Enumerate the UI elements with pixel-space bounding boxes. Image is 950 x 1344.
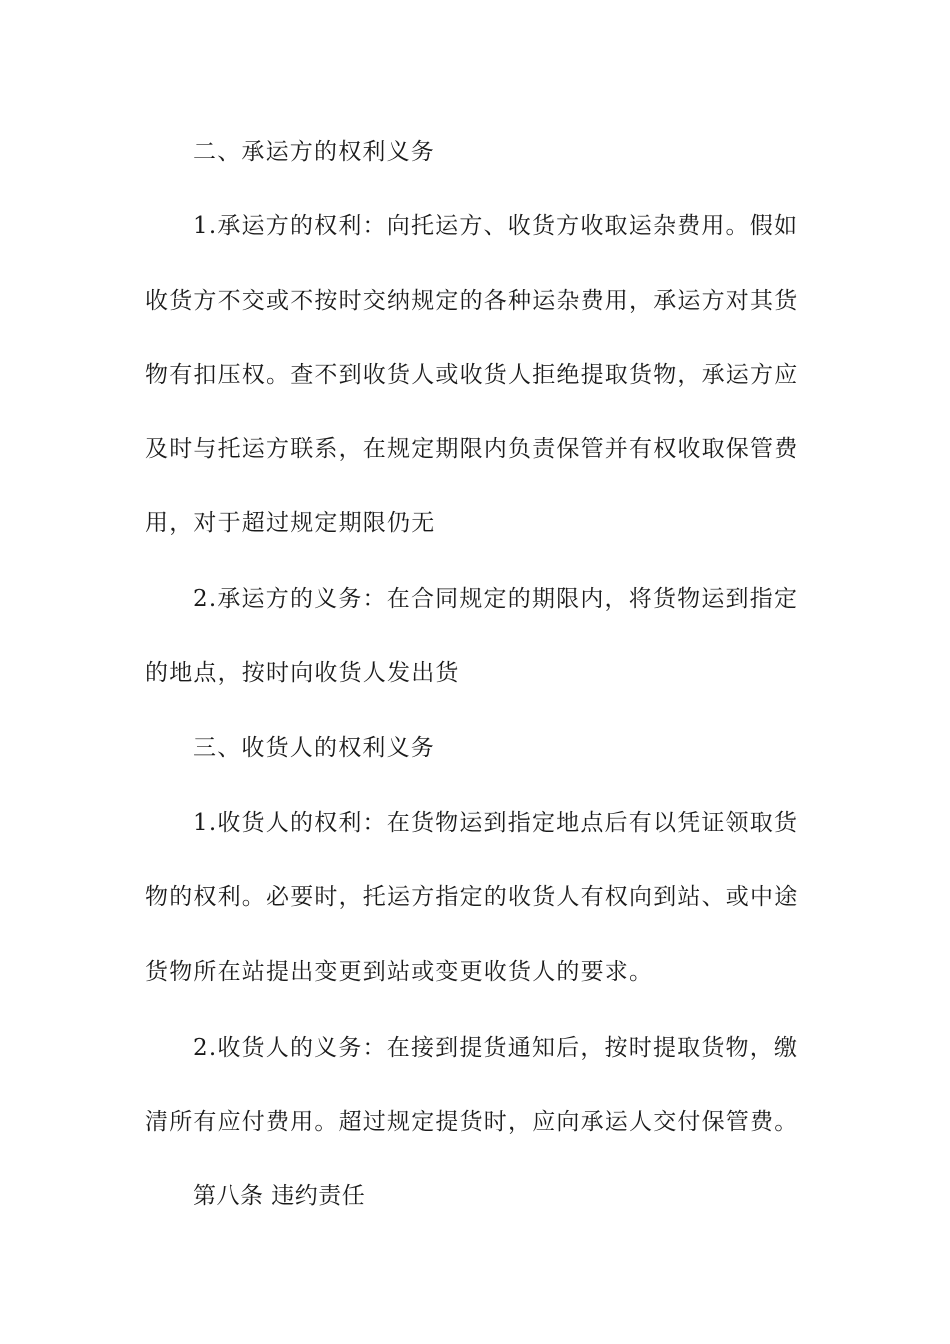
paragraph-line: 的地点，按时向收货人发出货 xyxy=(145,660,460,686)
paragraph-line: 1.承运方的权利：向托运方、收货方收取运杂费用。假如 xyxy=(193,213,799,239)
section-heading-consignee-rights: 三、收货人的权利义务 xyxy=(193,735,435,761)
paragraph-line: 及时与托运方联系，在规定期限内负责保管并有权收取保管费 xyxy=(145,436,799,462)
article-heading-breach-liability: 第八条 违约责任 xyxy=(193,1183,366,1209)
paragraph-line: 物有扣压权。查不到收货人或收货人拒绝提取货物，承运方应 xyxy=(145,362,799,388)
section-heading-carrier-rights: 二、承运方的权利义务 xyxy=(193,139,435,165)
paragraph-line: 物的权利。必要时，托运方指定的收货人有权向到站、或中途 xyxy=(145,884,799,910)
paragraph-line: 清所有应付费用。超过规定提货时，应向承运人交付保管费。 xyxy=(145,1109,799,1135)
paragraph-line: 1.收货人的权利：在货物运到指定地点后有以凭证领取货 xyxy=(193,810,799,836)
paragraph-line: 2.承运方的义务：在合同规定的期限内，将货物运到指定 xyxy=(193,586,799,612)
paragraph-line: 用，对于超过规定期限仍无 xyxy=(145,510,436,536)
paragraph-line: 2.收货人的义务：在接到提货通知后，按时提取货物，缴 xyxy=(193,1035,799,1061)
paragraph-line: 收货方不交或不按时交纳规定的各种运杂费用，承运方对其货 xyxy=(145,288,799,314)
paragraph-line: 货物所在站提出变更到站或变更收货人的要求。 xyxy=(145,959,654,985)
